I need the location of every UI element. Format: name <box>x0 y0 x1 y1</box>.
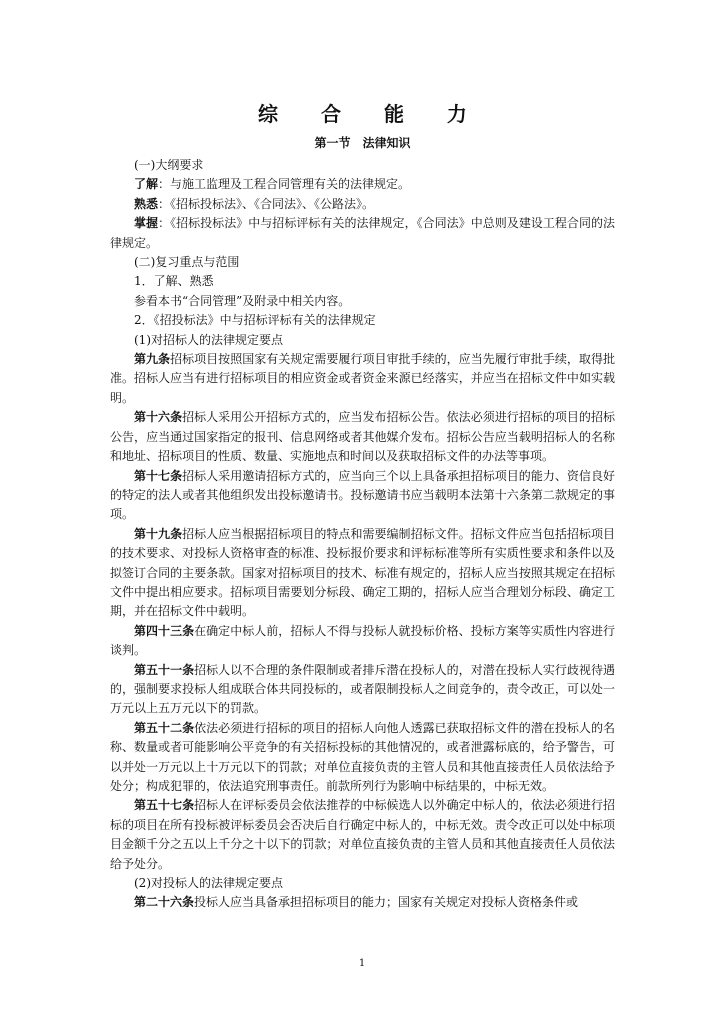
article-text: 在确定中标人前，招标人不得与投标人就投标价格、投标方案等实质性内容进行谈判。 <box>110 623 615 658</box>
familiar-label: 熟悉 <box>134 196 159 211</box>
article-paragraph <box>110 719 615 797</box>
outline-familiar <box>110 195 615 214</box>
article-paragraph <box>110 350 615 408</box>
article-paragraph <box>110 796 615 874</box>
page-number: 1 <box>358 958 366 969</box>
understand-label: 了解 <box>134 177 159 192</box>
article-label: 第九条 <box>134 352 171 367</box>
page-content <box>110 100 615 913</box>
item1-heading: 1．了解、熟悉 <box>134 274 214 289</box>
article-text: 招标人以不合理的条件限制或者排斥潜在投标人的，对潜在投标人实行歧视待遇的，强制要求投标人组成联合体共同投标的，或者限制投标人之间竞争的，责令改正，可以处一万元以上五万元以下的罚款。 <box>110 662 615 716</box>
master-text: ：《招标投标法》中与招标评标有关的法律规定，《合同法》中总则及建设工程合同的法律规定。 <box>110 216 615 250</box>
outline-heading: (一)大纲要求 <box>134 158 204 172</box>
article-label: 第十九条 <box>134 526 183 541</box>
familiar-text: ：《招标投标法》、《合同法》、《公路法》。 <box>158 196 375 211</box>
understand-text: ：与施工监理及工程合同管理有关的法律规定。 <box>158 177 411 192</box>
master-label: 掌握 <box>134 216 159 231</box>
article-label: 第四十三条 <box>134 623 195 638</box>
article-text: 招标项目按照国家有关规定需要履行项目审批手续的，应当先履行审批手续，取得批准。招标人应当有进行招标项目的相应资金或者资金来源已经落实，并应当在招标文件中如实载明。 <box>110 352 615 405</box>
article-paragraph <box>110 661 615 719</box>
outline-master <box>110 214 615 253</box>
article-text: 依法必须进行招标的项目的招标人向他人透露已获取招标文件的潜在投标人的名称、数量或者可能影响公平竞争的有关招标投标的其他情况的，或者泄露标底的，给予警告，可以并处一万元以上十万元以下的罚款；对单位直接负责的主管人员和其他直接责任人员依法给予处分；构成犯罪的，依法追究刑事责任。前款所列行为影响中标结果的，中标无效。 <box>110 720 615 793</box>
article-paragraph <box>110 467 615 525</box>
article-label: 第五十七条 <box>134 798 195 813</box>
article-paragraph <box>110 893 615 912</box>
article-text: 投标人应当具备承担招标项目的能力；国家有关规定对投标人资格条件或 <box>194 895 579 910</box>
item2-heading: 2．《招投标法》中与招标评标有关的法律规定 <box>134 313 376 328</box>
article-text: 招标人采用公开招标方式的，应当发布招标公告。依法必须进行招标的项目的招标公告，应当通过国家指定的报刊、信息网络或者其他媒介发布。招标公告应当载明招标人的名称和地址、招标项目的性质、数量、实施地点和时间以及获取招标文件的办法等事项。 <box>110 410 615 464</box>
article-text: 招标人应当根据招标项目的特点和需要编制招标文件。招标文件应当包括招标项目的技术要求、对投标人资格审查的标准、投标报价要求和评标标准等所有实质性要求和条件以及拟签订合同的主要条款。国家对招标项目的技术、标准有规定的，招标人应当按照其规定在招标文件中提出相应要求。招标项目需要划分标段、确定工期的，招标人应当合理划分标段、确定工期，并在招标文件中载明。 <box>110 526 615 619</box>
article-paragraph <box>110 525 615 622</box>
article-paragraph <box>110 408 615 466</box>
review-heading: (二)复习重点与范围 <box>134 255 240 270</box>
sub2-heading: (2)对投标人的法律规定要点 <box>134 876 283 891</box>
page-title: 综 合 能 力 <box>258 102 485 126</box>
article-label: 第五十二条 <box>134 720 195 735</box>
article-text: 招标人在评标委员会依法推荐的中标候选人以外确定中标人的，依法必须进行招标的项目在所有投标被评标委员会否决后自行确定中标人的，中标无效。责令改正可以处中标项目金额千分之五以上千分之十以下的罚款；对单位直接负责的主管人员和其他直接责任人员依法给予处分。 <box>110 798 615 871</box>
article-label: 第十六条 <box>134 410 183 425</box>
section-title: 第一节 法律知识 <box>314 136 411 150</box>
article-paragraph <box>110 622 615 661</box>
article-label: 第五十一条 <box>134 662 195 677</box>
sub1-heading: (1)对招标人的法律规定要点 <box>134 332 283 347</box>
outline-understand <box>110 175 615 194</box>
article-text: 招标人采用邀请招标方式的，应当向三个以上具备承担招标项目的能力、资信良好的特定的法人或者其他组织发出投标邀请书。投标邀请书应当载明本法第十六条第二款规定的事项。 <box>110 468 615 522</box>
article-label: 第二十六条 <box>134 895 195 910</box>
item1-text: 参看本书“合同管理”及附录中相关内容。 <box>134 293 351 308</box>
article-label: 第十七条 <box>134 468 183 483</box>
